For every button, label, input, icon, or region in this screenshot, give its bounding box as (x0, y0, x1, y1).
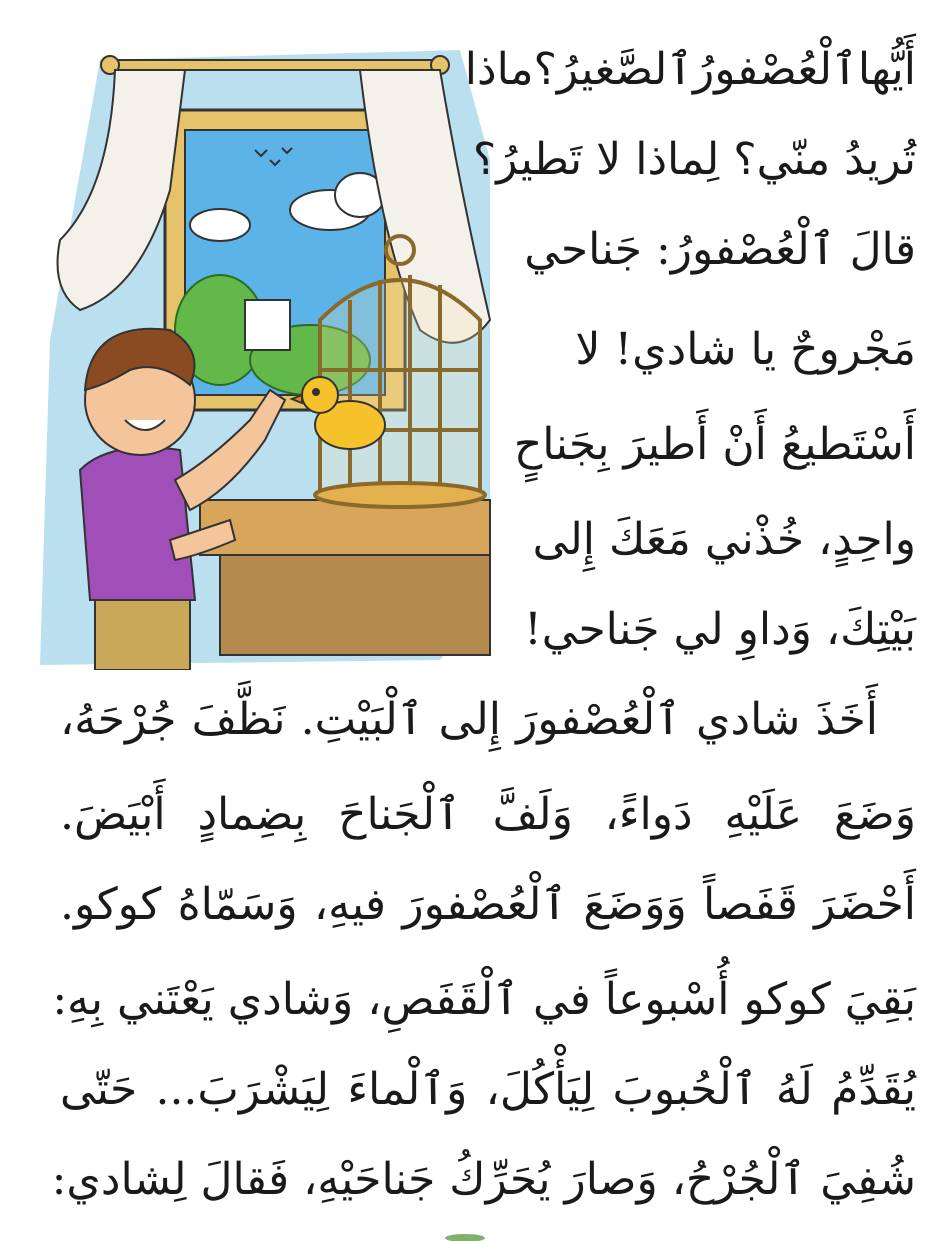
boy-bird-cage-illustration (20, 40, 500, 670)
story-line: أَسْتَطيعُ أَنْ أَطيرَ بِجَناحٍ (513, 419, 916, 470)
story-line: شُفِيَ ٱلْجُرْحُ، وَصارَ يُحَرِّكُ جَناحَيْهِ، فَقالَ لِشادي: (51, 1154, 916, 1205)
distant-house (245, 300, 290, 350)
story-line: مَجْروحٌ يا شادي! لا (575, 324, 916, 375)
story-line: أَحْضَرَ قَفَصاً وَوَضَعَ ٱلْعُصْفورَ فيهِ، وَسَمّاهُ كوكو. (60, 879, 916, 930)
story-line: يُقَدِّمُ لَهُ ٱلْحُبوبَ لِيَأْكُلَ، وَٱلْماءَ لِيَشْرَبَ... حَتّى (60, 1064, 916, 1115)
story-line: تُريدُ منّي؟ لِماذا لا تَطيرُ؟ (472, 134, 916, 185)
story-line: بَيْتِكَ، وَداوِ لي جَناحي! (524, 604, 916, 655)
story-line: وَضَعَ عَلَيْهِ دَواءً، وَلَفَّ ٱلْجَناحَ بِضِمادٍ أَبْيَضَ. (60, 789, 916, 840)
leaf-ornament-icon (440, 1232, 490, 1241)
story-line: أَخَذَ شادي ٱلْعُصْفورَ إِلى ٱلْبَيْتِ. نَظَّفَ جُرْحَهُ، (60, 694, 878, 745)
story-line: قالَ ٱلْعُصْفورُ: جَناحي (524, 224, 916, 275)
story-line: بَقِيَ كوكو أُسْبوعاً في ٱلْقَفَصِ، وَشادي يَعْتَني بِهِ: (52, 974, 916, 1025)
table-top (200, 500, 490, 555)
story-line: واحِدٍ، خُذْني مَعَكَ إِلى (532, 514, 916, 565)
story-line: أَيُّهاٱلْعُصْفورُٱلصَّغيرُ؟ماذا (464, 44, 916, 95)
cabinet (220, 555, 490, 655)
curtain-rod (110, 60, 440, 70)
